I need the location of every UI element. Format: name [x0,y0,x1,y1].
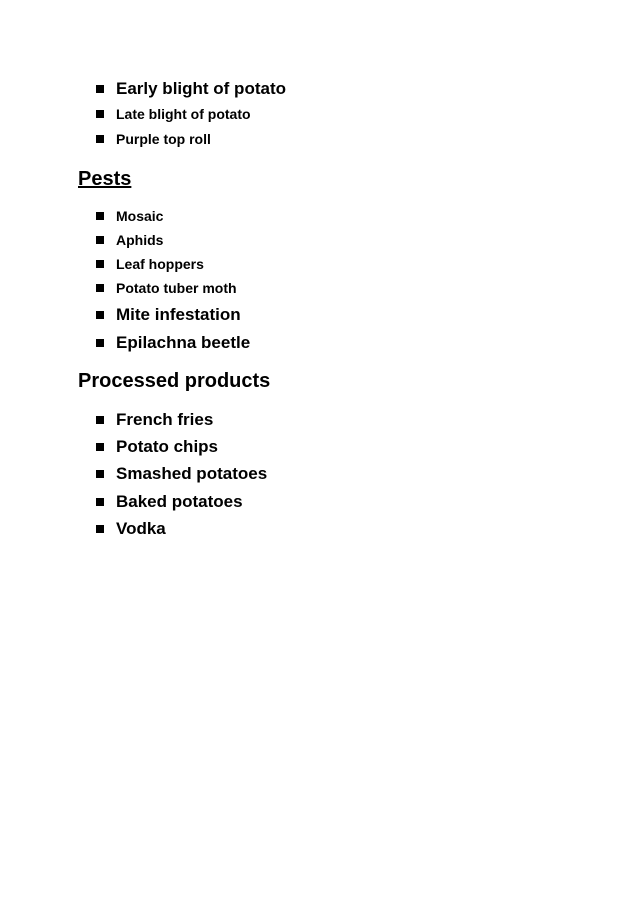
list-item-text: Leaf hoppers [116,256,204,272]
list-item-text: Smashed potatoes [116,464,268,483]
list-item [96,232,163,248]
square-bullet-icon [96,498,104,506]
square-bullet-icon [96,443,104,451]
list-item [96,208,163,224]
pests-heading: Pests [78,168,132,190]
list-item-text: Purple top roll [116,131,211,147]
list-item-text: Aphids [116,232,164,248]
list-item [96,256,204,272]
square-bullet-icon [96,260,104,268]
list-item [96,492,243,512]
list-item [96,106,251,122]
list-item [96,333,250,353]
square-bullet-icon [96,416,104,424]
list-item-text: Epilachna beetle [116,333,251,352]
list-item-text: Early blight of potato [116,79,286,98]
list-item-text: Late blight of potato [116,106,251,122]
square-bullet-icon [96,236,104,244]
list-item [96,464,267,484]
list-item-text: Potato tuber moth [116,280,237,296]
list-item [96,410,213,430]
square-bullet-icon [96,470,104,478]
square-bullet-icon [96,525,104,533]
square-bullet-icon [96,311,104,319]
list-item [96,437,218,457]
square-bullet-icon [96,135,104,143]
list-item-text: Mosaic [116,208,164,224]
list-item-text: Vodka [116,519,166,538]
list-item-text: Baked potatoes [116,492,243,511]
list-item [96,519,166,539]
list-item [96,79,286,99]
list-item [96,280,237,296]
square-bullet-icon [96,212,104,220]
square-bullet-icon [96,284,104,292]
square-bullet-icon [96,85,104,93]
square-bullet-icon [96,339,104,347]
list-item-text: French fries [116,410,214,429]
list-item-text: Potato chips [116,437,219,456]
square-bullet-icon [96,110,104,118]
list-item [96,305,241,325]
processed-products-heading: Processed products [78,370,271,392]
list-item [96,131,211,147]
list-item-text: Mite infestation [116,305,241,324]
